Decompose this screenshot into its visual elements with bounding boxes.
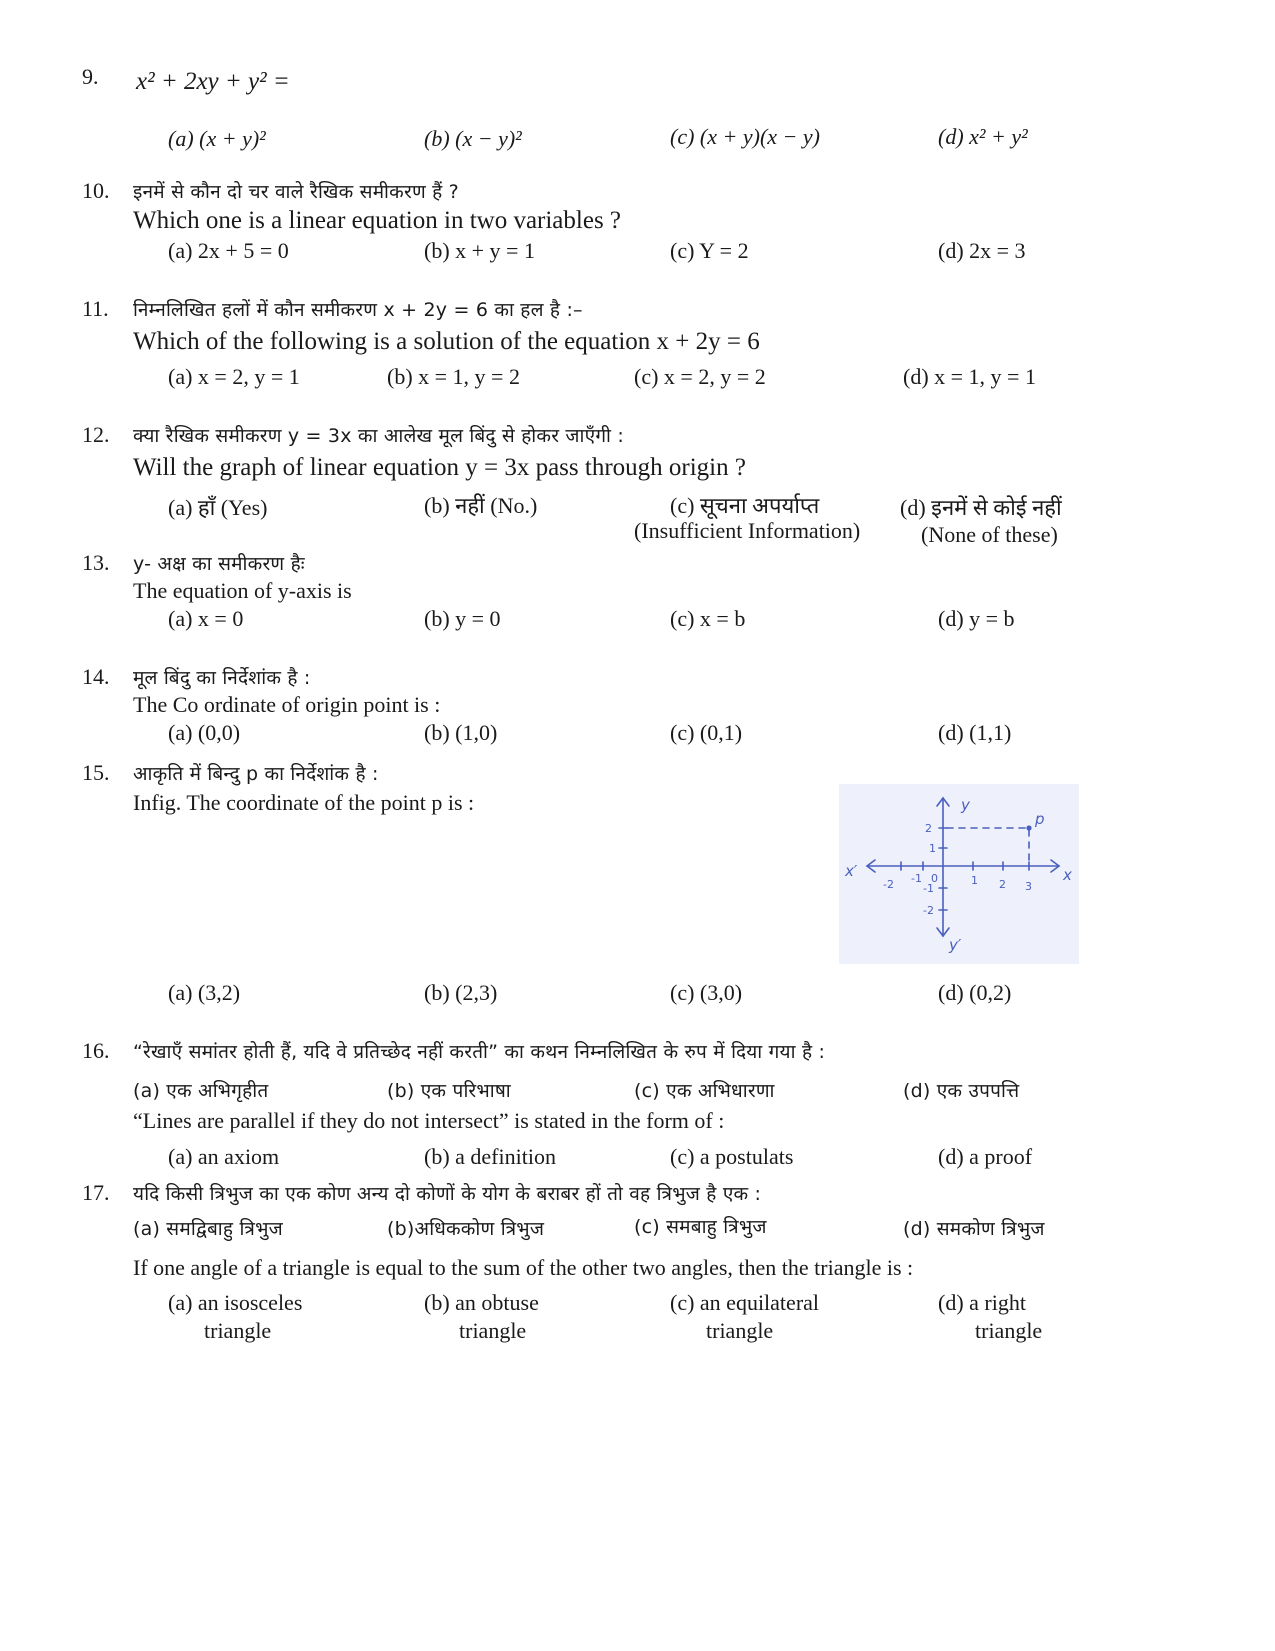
q10-option-a: (a) 2x + 5 = 0 bbox=[168, 238, 289, 263]
q15-english: Infig. The coordinate of the point p is : bbox=[133, 790, 475, 815]
q14-option-d: (d) (1,1) bbox=[938, 720, 1012, 745]
q15-option-b: (b) (2,3) bbox=[424, 980, 498, 1005]
q16-hindi-option-a: (a) एक अभिगृहीत bbox=[133, 1080, 269, 1102]
q10-number: 10. bbox=[82, 178, 110, 203]
q17-option-a-line2: triangle bbox=[204, 1318, 272, 1343]
q13-english: The equation of y-axis is bbox=[133, 578, 352, 603]
q15-hindi: आकृति में बिन्दु p का निर्देशांक है : bbox=[133, 763, 379, 785]
q13-hindi: y- अक्ष का समीकरण हैः bbox=[133, 553, 305, 575]
x-tick-label: 1 bbox=[971, 874, 978, 887]
q14-hindi: मूल बिंदु का निर्देशांक है : bbox=[133, 667, 311, 689]
q16-option-d: (d) a proof bbox=[938, 1144, 1033, 1169]
q11-option-c: (c) x = 2, y = 2 bbox=[634, 364, 766, 389]
q14-option-a: (a) (0,0) bbox=[168, 720, 241, 745]
q15-coordinate-figure bbox=[839, 784, 1079, 964]
q11-option-d: (d) x = 1, y = 1 bbox=[903, 364, 1036, 389]
q17-hindi: यदि किसी त्रिभुज का एक कोण अन्य दो कोणों के योग के बराबर हों तो वह त्रिभुज है एक : bbox=[133, 1183, 762, 1205]
q17-option-a: (a) an isosceles bbox=[168, 1290, 303, 1315]
q17-option-c-line2: triangle bbox=[706, 1318, 774, 1343]
q17-hindi-option-c: (c) समबाहु त्रिभुज bbox=[634, 1216, 767, 1238]
q11-english: Which of the following is a solution of the equation x + 2y = 6 bbox=[133, 328, 760, 355]
x-tick-label: 2 bbox=[999, 878, 1006, 891]
q14-english: The Co ordinate of origin point is : bbox=[133, 692, 441, 717]
q16-option-b: (b) a definition bbox=[424, 1144, 556, 1169]
q15-option-c: (c) (3,0) bbox=[670, 980, 743, 1005]
y-neg-axis-label: y′ bbox=[949, 936, 962, 954]
q9-option-b: (b) (x − y)² bbox=[424, 126, 522, 151]
q17-option-b: (b) an obtuse bbox=[424, 1290, 539, 1315]
q17-hindi-option-a: (a) समद्विबाहु त्रिभुज bbox=[133, 1218, 283, 1240]
q11-option-b: (b) x = 1, y = 2 bbox=[387, 364, 520, 389]
q16-english: “Lines are parallel if they do not intersect” is stated in the form of : bbox=[133, 1108, 725, 1133]
y-axis-label: y bbox=[961, 796, 970, 814]
q16-number: 16. bbox=[82, 1038, 110, 1063]
q17-option-b-line2: triangle bbox=[459, 1318, 527, 1343]
x-axis-label: x bbox=[1063, 866, 1072, 884]
y-tick-label: 2 bbox=[925, 822, 932, 835]
q9-option-c: (c) (x + y)(x − y) bbox=[670, 124, 820, 149]
q11-number: 11. bbox=[82, 296, 109, 321]
x-tick-label: -2 bbox=[883, 878, 894, 891]
q10-option-c: (c) Y = 2 bbox=[670, 238, 749, 263]
q12-option-d: (d) इनमें से कोई नहीं bbox=[900, 495, 1062, 520]
q14-option-c: (c) (0,1) bbox=[670, 720, 743, 745]
q13-option-a: (a) x = 0 bbox=[168, 606, 244, 631]
q9-number: 9. bbox=[82, 64, 99, 89]
q14-number: 14. bbox=[82, 664, 110, 689]
q17-english: If one angle of a triangle is equal to the sum of the other two angles, then the triangle is : bbox=[133, 1255, 914, 1280]
y-tick-label: -1 bbox=[923, 882, 934, 895]
q10-option-b: (b) x + y = 1 bbox=[424, 238, 535, 263]
q14-option-b: (b) (1,0) bbox=[424, 720, 498, 745]
q12-number: 12. bbox=[82, 422, 110, 447]
q9-option-d: (d) x² + y² bbox=[938, 124, 1028, 149]
q17-option-d-line2: triangle bbox=[975, 1318, 1043, 1343]
q17-hindi-option-d: (d) समकोण त्रिभुज bbox=[903, 1218, 1045, 1240]
q16-hindi: “रेखाएँ समांतर होती हैं, यदि वे प्रतिच्छेद नहीं करती” का कथन निम्नलिखित के रुप में दिया गया है : bbox=[133, 1041, 826, 1063]
q11-option-a: (a) x = 2, y = 1 bbox=[168, 364, 300, 389]
q15-number: 15. bbox=[82, 760, 110, 785]
q10-hindi: इनमें से कौन दो चर वाले रैखिक समीकरण हैं ? bbox=[133, 181, 459, 203]
q9-stem: x² + 2xy + y² = bbox=[136, 68, 290, 95]
x-neg-axis-label: x′ bbox=[845, 862, 858, 880]
x-tick-label: 0 bbox=[931, 872, 938, 885]
q16-option-c: (c) a postulats bbox=[670, 1144, 794, 1169]
point-p-dot bbox=[1026, 825, 1031, 830]
q13-option-c: (c) x = b bbox=[670, 606, 746, 631]
q15-option-d: (d) (0,2) bbox=[938, 980, 1012, 1005]
q12-hindi: क्या रैखिक समीकरण y = 3x का आलेख मूल बिंदु से होकर जाएँगी : bbox=[133, 425, 624, 447]
q10-option-d: (d) 2x = 3 bbox=[938, 238, 1026, 263]
q13-option-d: (d) y = b bbox=[938, 606, 1015, 631]
q12-option-d-sub: (None of these) bbox=[921, 522, 1058, 547]
q15-option-a: (a) (3,2) bbox=[168, 980, 241, 1005]
x-tick-label: 3 bbox=[1025, 880, 1032, 893]
q17-option-c: (c) an equilateral bbox=[670, 1290, 820, 1315]
y-tick-label: -2 bbox=[923, 904, 934, 917]
q12-option-a: (a) हाँ (Yes) bbox=[168, 495, 268, 520]
point-p-label: p bbox=[1035, 810, 1045, 828]
q12-english: Will the graph of linear equation y = 3x pass through origin ? bbox=[133, 454, 746, 481]
q13-number: 13. bbox=[82, 550, 110, 575]
q17-number: 17. bbox=[82, 1180, 110, 1205]
q9-option-a: (a) (x + y)² bbox=[168, 126, 266, 151]
q17-option-d: (d) a right bbox=[938, 1290, 1026, 1315]
q11-hindi: निम्नलिखित हलों में कौन समीकरण x + 2y = 6 का हल है :– bbox=[133, 299, 583, 321]
q12-option-c-sub: (Insufficient Information) bbox=[634, 518, 861, 543]
y-tick-label: 1 bbox=[929, 842, 936, 855]
q16-hindi-option-c: (c) एक अभिधारणा bbox=[634, 1080, 775, 1102]
q17-hindi-option-b: (b)अधिककोण त्रिभुज bbox=[387, 1218, 545, 1240]
q16-hindi-option-b: (b) एक परिभाषा bbox=[387, 1080, 511, 1102]
q10-english: Which one is a linear equation in two variables ? bbox=[133, 207, 622, 234]
q12-option-c: (c) सूचना अपर्याप्त bbox=[670, 493, 820, 518]
q13-option-b: (b) y = 0 bbox=[424, 606, 501, 631]
q12-option-b: (b) नहीं (No.) bbox=[424, 493, 538, 518]
q16-hindi-option-d: (d) एक उपपत्ति bbox=[903, 1080, 1020, 1102]
q16-option-a: (a) an axiom bbox=[168, 1144, 280, 1169]
x-tick-label: -1 bbox=[911, 872, 922, 885]
